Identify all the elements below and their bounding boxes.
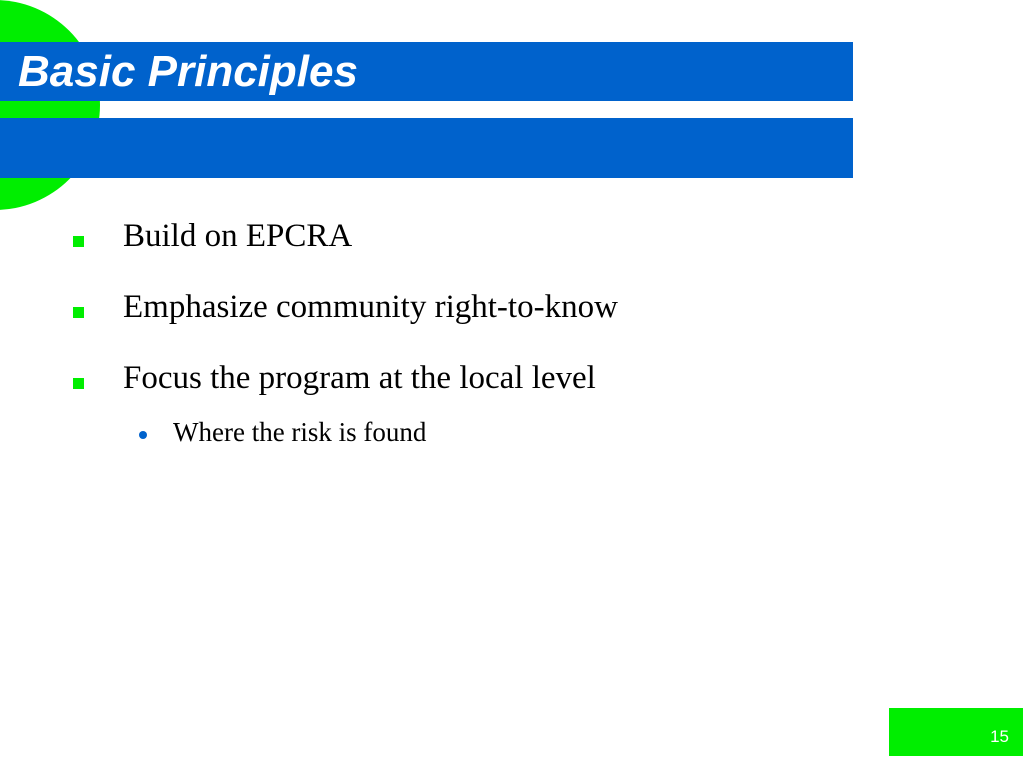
decorative-green-circle <box>0 0 100 210</box>
sub-bullet-item-1: Where the risk is found <box>173 417 427 447</box>
title-band-lower <box>0 118 853 178</box>
bullet-item-3: Focus the program at the local level <box>123 360 596 396</box>
square-bullet-icon <box>73 378 84 389</box>
bullet-item-2: Emphasize community right-to-know <box>123 289 618 325</box>
square-bullet-icon <box>73 236 84 247</box>
bullet-item-1: Build on EPCRA <box>123 218 353 254</box>
page-number-box <box>889 708 1023 756</box>
square-bullet-icon <box>73 307 84 318</box>
slide-title: Basic Principles <box>18 47 358 96</box>
page-number: 15 <box>990 727 1009 746</box>
round-bullet-icon <box>139 431 147 439</box>
